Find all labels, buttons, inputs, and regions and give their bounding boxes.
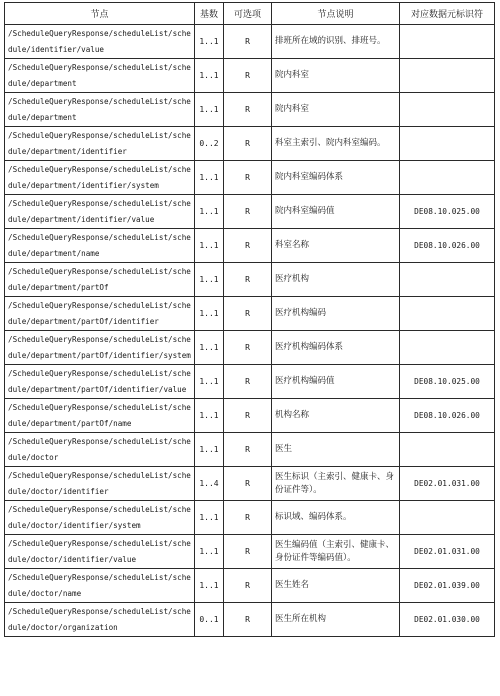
table-header-row <box>5 3 495 25</box>
cardinality-cell: 1..1 <box>195 25 224 59</box>
node-path-cell: /ScheduleQueryResponse/scheduleList/schedule/department/identifier <box>5 127 195 161</box>
cardinality-cell: 1..1 <box>195 501 224 535</box>
optional-cell: R <box>224 297 272 331</box>
table-row <box>5 399 495 433</box>
data-element-id-cell <box>400 93 495 127</box>
description-cell: 医疗机构 <box>272 263 400 297</box>
cardinality-cell: 1..1 <box>195 195 224 229</box>
optional-cell: R <box>224 161 272 195</box>
node-path-cell: /ScheduleQueryResponse/scheduleList/schedule/doctor <box>5 433 195 467</box>
header-data-element-id: 对应数据元标识符 <box>400 3 495 25</box>
node-path-cell: /ScheduleQueryResponse/scheduleList/schedule/department/partOf/identifier <box>5 297 195 331</box>
optional-cell: R <box>224 195 272 229</box>
node-path-cell: /ScheduleQueryResponse/scheduleList/schedule/department/identifier/system <box>5 161 195 195</box>
table-row <box>5 569 495 603</box>
node-path-cell: /ScheduleQueryResponse/scheduleList/schedule/department/identifier/value <box>5 195 195 229</box>
cardinality-cell: 1..1 <box>195 161 224 195</box>
description-cell: 院内科室 <box>272 59 400 93</box>
cardinality-cell: 1..1 <box>195 263 224 297</box>
header-cardinality: 基数 <box>195 3 224 25</box>
optional-cell: R <box>224 59 272 93</box>
description-cell: 院内科室 <box>272 93 400 127</box>
data-element-id-cell <box>400 161 495 195</box>
node-path-cell: /ScheduleQueryResponse/scheduleList/schedule/department <box>5 93 195 127</box>
cardinality-cell: 1..1 <box>195 433 224 467</box>
node-path-cell: /ScheduleQueryResponse/scheduleList/schedule/department/name <box>5 229 195 263</box>
cardinality-cell: 1..1 <box>195 399 224 433</box>
data-element-id-cell <box>400 25 495 59</box>
node-path-cell: /ScheduleQueryResponse/scheduleList/schedule/doctor/identifier/system <box>5 501 195 535</box>
data-element-id-cell: DE08.10.026.00 <box>400 229 495 263</box>
optional-cell: R <box>224 467 272 501</box>
description-cell: 院内科室编码值 <box>272 195 400 229</box>
optional-cell: R <box>224 603 272 637</box>
schedule-response-table-container <box>4 2 494 690</box>
cardinality-cell: 1..1 <box>195 535 224 569</box>
node-path-cell: /ScheduleQueryResponse/scheduleList/schedule/department/partOf/identifier/value <box>5 365 195 399</box>
data-element-id-cell: DE08.10.025.00 <box>400 365 495 399</box>
table-row <box>5 229 495 263</box>
description-cell: 医生编码值（主索引、健康卡、身份证件等编码值）。 <box>272 535 400 569</box>
description-cell: 医疗机构编码 <box>272 297 400 331</box>
description-cell: 排班所在域的识别、排班号。 <box>272 25 400 59</box>
data-element-id-cell: DE02.01.031.00 <box>400 467 495 501</box>
optional-cell: R <box>224 433 272 467</box>
table-row <box>5 297 495 331</box>
table-row <box>5 501 495 535</box>
description-cell: 医疗机构编码值 <box>272 365 400 399</box>
optional-cell: R <box>224 25 272 59</box>
node-path-cell: /ScheduleQueryResponse/scheduleList/schedule/identifier/value <box>5 25 195 59</box>
data-element-id-cell <box>400 59 495 93</box>
node-path-cell: /ScheduleQueryResponse/scheduleList/schedule/doctor/identifier/value <box>5 535 195 569</box>
cardinality-cell: 1..1 <box>195 59 224 93</box>
table-row <box>5 25 495 59</box>
cardinality-cell: 1..4 <box>195 467 224 501</box>
optional-cell: R <box>224 93 272 127</box>
header-optional: 可选项 <box>224 3 272 25</box>
description-cell: 医生姓名 <box>272 569 400 603</box>
data-element-id-cell <box>400 127 495 161</box>
description-cell: 科室名称 <box>272 229 400 263</box>
node-spec-table <box>4 2 495 637</box>
optional-cell: R <box>224 399 272 433</box>
data-element-id-cell <box>400 331 495 365</box>
data-element-id-cell <box>400 297 495 331</box>
table-row <box>5 93 495 127</box>
table-row <box>5 195 495 229</box>
optional-cell: R <box>224 365 272 399</box>
node-path-cell: /ScheduleQueryResponse/scheduleList/schedule/doctor/identifier <box>5 467 195 501</box>
header-node: 节点 <box>5 3 195 25</box>
table-row <box>5 535 495 569</box>
optional-cell: R <box>224 501 272 535</box>
node-path-cell: /ScheduleQueryResponse/scheduleList/schedule/department/partOf <box>5 263 195 297</box>
description-cell: 医生标识（主索引、健康卡、身份证件等）。 <box>272 467 400 501</box>
data-element-id-cell <box>400 263 495 297</box>
description-cell: 标识域、编码体系。 <box>272 501 400 535</box>
optional-cell: R <box>224 263 272 297</box>
optional-cell: R <box>224 229 272 263</box>
table-row <box>5 59 495 93</box>
data-element-id-cell: DE08.10.026.00 <box>400 399 495 433</box>
data-element-id-cell: DE02.01.031.00 <box>400 535 495 569</box>
node-path-cell: /ScheduleQueryResponse/scheduleList/schedule/department/partOf/name <box>5 399 195 433</box>
data-element-id-cell: DE02.01.039.00 <box>400 569 495 603</box>
table-row <box>5 433 495 467</box>
data-element-id-cell <box>400 433 495 467</box>
description-cell: 科室主索引、院内科室编码。 <box>272 127 400 161</box>
node-path-cell: /ScheduleQueryResponse/scheduleList/schedule/department/partOf/identifier/system <box>5 331 195 365</box>
cardinality-cell: 1..1 <box>195 93 224 127</box>
cardinality-cell: 1..1 <box>195 331 224 365</box>
table-row <box>5 603 495 637</box>
table-row <box>5 161 495 195</box>
description-cell: 院内科室编码体系 <box>272 161 400 195</box>
description-cell: 机构名称 <box>272 399 400 433</box>
table-row <box>5 365 495 399</box>
cardinality-cell: 1..1 <box>195 569 224 603</box>
cardinality-cell: 0..2 <box>195 127 224 161</box>
optional-cell: R <box>224 331 272 365</box>
node-path-cell: /ScheduleQueryResponse/scheduleList/schedule/doctor/organization <box>5 603 195 637</box>
table-row <box>5 467 495 501</box>
data-element-id-cell: DE08.10.025.00 <box>400 195 495 229</box>
cardinality-cell: 1..1 <box>195 365 224 399</box>
table-row <box>5 127 495 161</box>
node-path-cell: /ScheduleQueryResponse/scheduleList/schedule/department <box>5 59 195 93</box>
table-body <box>5 25 495 637</box>
optional-cell: R <box>224 569 272 603</box>
optional-cell: R <box>224 127 272 161</box>
cardinality-cell: 1..1 <box>195 297 224 331</box>
description-cell: 医生 <box>272 433 400 467</box>
cardinality-cell: 1..1 <box>195 229 224 263</box>
header-description: 节点说明 <box>272 3 400 25</box>
data-element-id-cell: DE02.01.030.00 <box>400 603 495 637</box>
description-cell: 医生所在机构 <box>272 603 400 637</box>
table-row <box>5 331 495 365</box>
table-row <box>5 263 495 297</box>
optional-cell: R <box>224 535 272 569</box>
data-element-id-cell <box>400 501 495 535</box>
node-path-cell: /ScheduleQueryResponse/scheduleList/schedule/doctor/name <box>5 569 195 603</box>
description-cell: 医疗机构编码体系 <box>272 331 400 365</box>
cardinality-cell: 0..1 <box>195 603 224 637</box>
